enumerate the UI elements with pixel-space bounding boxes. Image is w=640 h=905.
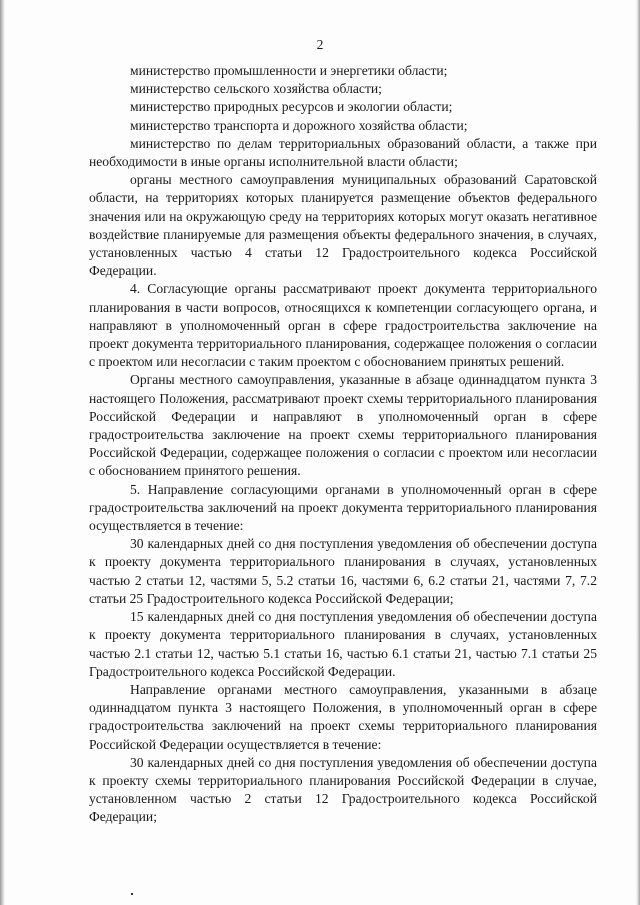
paragraph-7: 4. Согласующие органы рассматривают проект документа территориального планирования в части вопросов, относящихся к компетенции согласующего органа, и направляют в уполномоченный орган в сфере градостроительства заключение на проект документа территориального планирования, содержащее положения о согласии с проектом или несогласии с таким проектом с обоснованием принятых решений. xyxy=(89,281,597,370)
paragraph-11: 15 календарных дней со дня поступления уведомления об обеспечении доступа к проекту документа территориального планирования в случаях, установленных частью 2.1 статьи 12, частью 5.1 статьи 16, частью 6.1 статьи 21, частью 7.1 статьи 25 Градостроительного кодекса Российской Федерации. xyxy=(89,609,597,679)
paragraph-5: министерство по делам территориальных образований области, а также при необходимости в иные органы исполнительной власти области; xyxy=(89,135,597,170)
paragraph-6: органы местного самоуправления муниципальных образований Саратовской области, на территориях которых планируется размещение объектов федерального значения или на окружающую среду на территориях которых могут оказать негативное воздействие планируемые для размещения объекты федерального значения, в случаях, установленных частью 4 статьи 12 Градостроительного кодекса Российской Федерации. xyxy=(89,172,597,279)
paragraph-10: 30 календарных дней со дня поступления уведомления об обеспечении доступа к проекту документа территориального планирования в случаях, установленных частью 2 статьи 12, частями 5, 5.2 статьи 16, частями 6, 6.2 статьи 21, частями 7, 7.2 статьи 25 Градостроительного кодекса Российской Федерации; xyxy=(89,536,597,606)
document-body xyxy=(89,62,597,827)
paragraph-3: министерство природных ресурсов и экологии области; xyxy=(130,99,453,115)
paragraph-1: министерство промышленности и энергетики области; xyxy=(130,63,448,78)
scan-edge-left xyxy=(0,0,5,905)
paragraph-4: министерство транспорта и дорожного хозяйства области; xyxy=(130,117,468,133)
scan-edge-right xyxy=(636,0,640,905)
paragraph-12: Направление органами местного самоуправления, указанными в абзаце одиннадцатом пункта 3 настоящего Положения, в уполномоченный орган в сфере градостроительства заключений на проект схемы территориального планирования Российской Федерации осуществляется в течение: xyxy=(89,681,597,752)
paragraph-13: 30 календарных дней со дня поступления уведомления об обеспечении доступа к проекту схемы территориального планирования Российской Федерации в случае, установленном частью 2 статьи 12 Градостроительного кодекса Российской Федерации; xyxy=(89,754,597,825)
paragraph-2: министерство сельского хозяйства области; xyxy=(130,81,382,97)
scan-speck xyxy=(131,893,133,895)
page-number: 2 xyxy=(316,37,324,52)
paragraph-8: Органы местного самоуправления, указанные в абзаце одиннадцатом пункта 3 настоящего Положения, рассматривают проект схемы территориального планирования Российской Федерации и направляют в уполномоченный орган в сфере градостроительства заключение на проект схемы территориального планирования Российской Федерации, содержащее положения о согласии с проектом или несогласии с обоснованием принятого решения. xyxy=(89,372,597,479)
paragraph-9: 5. Направление согласующими органами в уполномоченный орган в сфере градостроительства заключений на проект документа территориального планирования осуществляется в течение: xyxy=(89,481,597,534)
